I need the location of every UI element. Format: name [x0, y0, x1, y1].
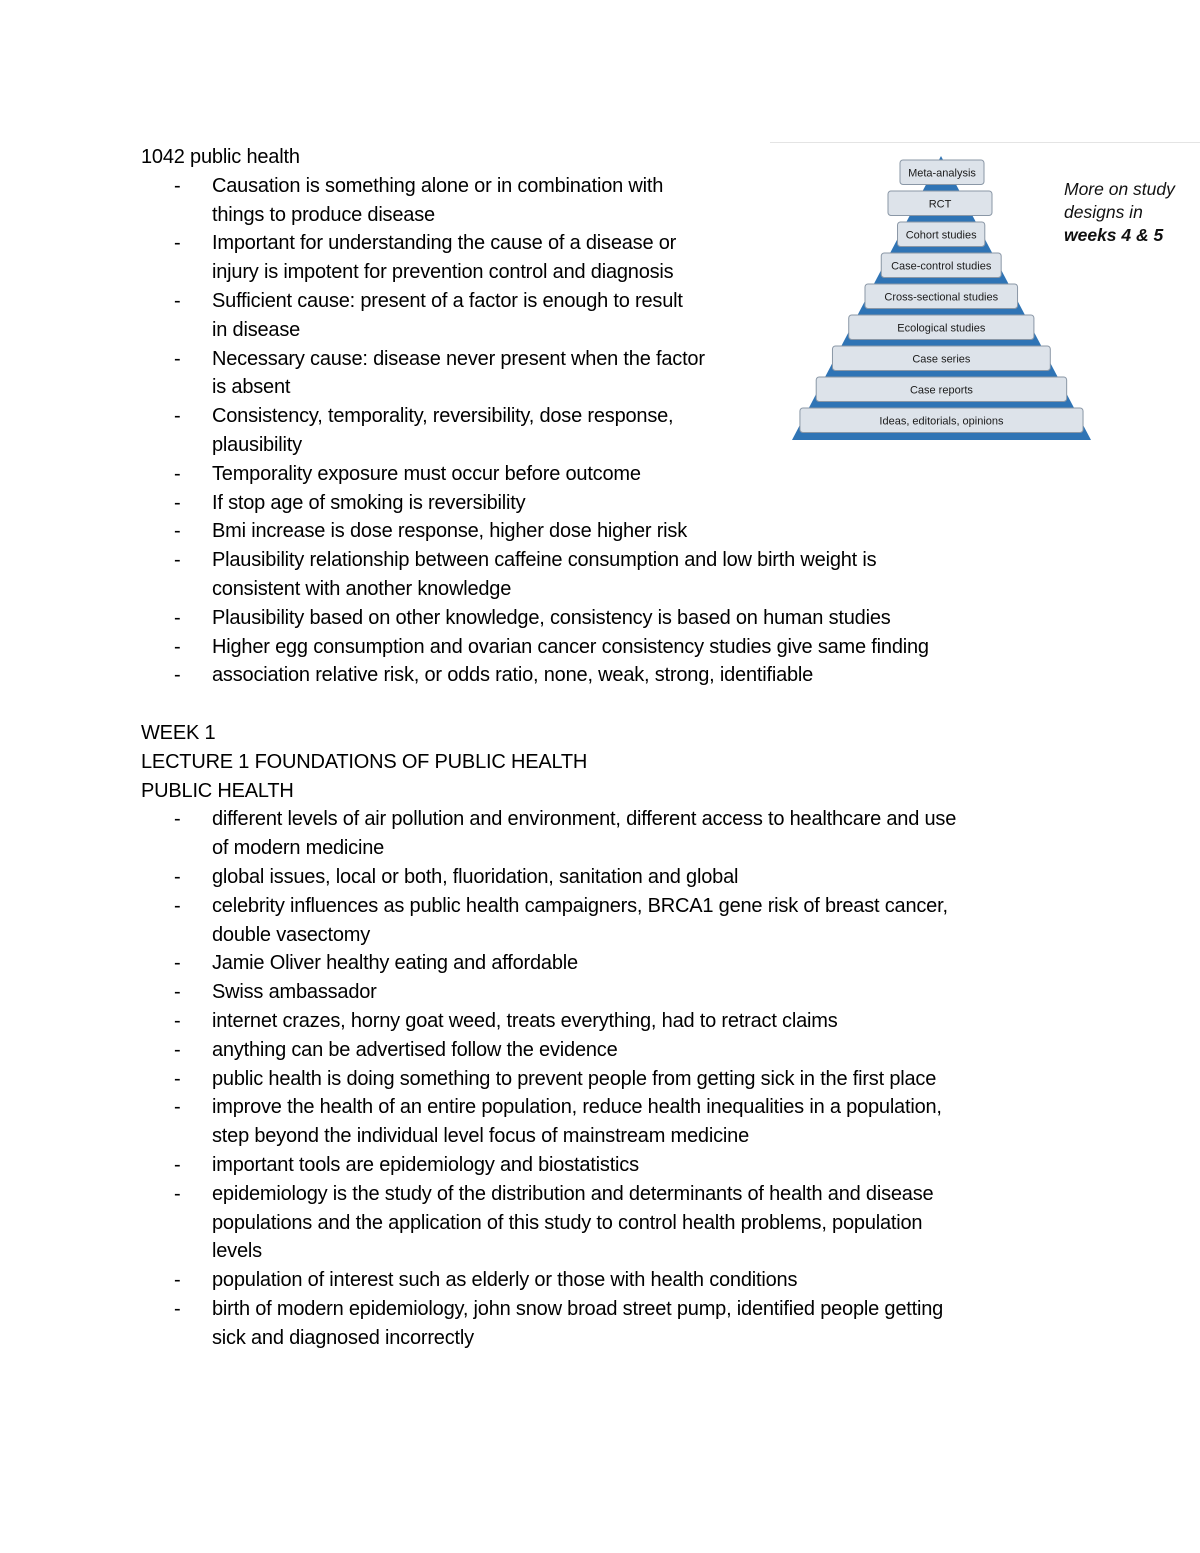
- week-heading: WEEK 1: [141, 722, 216, 744]
- bullet-dash: -: [174, 347, 181, 370]
- bullet-text: [212, 949, 578, 978]
- bullet-line: populations and the application of this study to control health problems, population: [212, 1211, 923, 1234]
- bullet-line: Plausibility based on other knowledge, consistency is based on human studies: [212, 606, 891, 629]
- bullet-text: [212, 287, 683, 345]
- bullet-line: Temporality exposure must occur before outcome: [212, 462, 641, 485]
- public-health-bullet-item: [174, 1295, 943, 1353]
- bullet-dash: -: [174, 1067, 181, 1090]
- bullet-line: levels: [212, 1240, 262, 1263]
- caption-line-1: More on study: [1064, 179, 1175, 199]
- public-health-bullet-item: [174, 949, 578, 978]
- public-health-bullet-item: [174, 892, 948, 950]
- public-health-bullet-item: [174, 1266, 797, 1295]
- bullet-line: Jamie Oliver healthy eating and affordable: [212, 952, 578, 975]
- bullet-line: population of interest such as elderly or those with health conditions: [212, 1269, 798, 1292]
- pyramid-tier-label: Case reports: [909, 384, 973, 397]
- bullet-text: [212, 633, 929, 662]
- causation-bullet-item: [174, 489, 525, 518]
- bullet-dash: -: [174, 952, 181, 975]
- study-design-pyramid-figure: [770, 138, 1200, 448]
- bullet-text: [212, 460, 641, 489]
- public-health-bullet-item: [174, 1007, 838, 1036]
- public-health-bullet-item: [174, 1036, 618, 1065]
- bullet-dash: -: [174, 1298, 181, 1320]
- pyramid-tier-label: Ideas, editorials, opinions: [879, 415, 1004, 428]
- pyramid-tier-label: Meta-analysis: [908, 167, 976, 180]
- bullet-dash: -: [174, 290, 181, 312]
- bullet-dash: -: [174, 635, 181, 658]
- pyramid-tier-label: RCT: [928, 198, 952, 211]
- figure-caption: [1064, 178, 1175, 247]
- causation-bullet-item: [174, 402, 673, 460]
- public-health-bullet-item: [174, 1151, 639, 1180]
- bullet-line: birth of modern epidemiology, john snow broad street pump, identified people getting: [212, 1298, 944, 1320]
- public-health-bullet-item: [174, 805, 956, 863]
- bullet-line: of modern medicine: [212, 837, 385, 860]
- pyramid-tier-label: Cohort studies: [905, 229, 977, 242]
- causation-bullet-item: [174, 287, 683, 345]
- bullet-dash: -: [174, 981, 181, 1004]
- bullet-line: global issues, local or both, fluoridation, sanitation and global: [212, 866, 739, 888]
- bullet-text: [212, 517, 687, 546]
- pyramid-tier-label: Case series: [912, 353, 971, 366]
- bullet-text: [212, 172, 663, 230]
- bullet-line: Necessary cause: disease never present when the factor: [212, 347, 705, 370]
- public-health-bullet-item: [174, 1065, 936, 1094]
- bullet-line: consistent with another knowledge: [212, 577, 512, 600]
- causation-bullet-item: [174, 633, 929, 662]
- bullet-line: sick and diagnosed incorrectly: [212, 1326, 474, 1349]
- bullet-dash: -: [174, 606, 181, 629]
- bullet-dash: -: [174, 174, 181, 197]
- bullet-text: [212, 892, 948, 950]
- caption-weeks: weeks 4 & 5: [1064, 225, 1164, 245]
- causation-bullet-item: [174, 546, 876, 604]
- bullet-line: Plausibility relationship between caffeine consumption and low birth weight is: [212, 549, 877, 572]
- bullet-line: double vasectomy: [212, 923, 371, 946]
- bullet-dash: -: [174, 462, 181, 485]
- bullet-text: [212, 805, 956, 863]
- caption-line-2: designs in: [1064, 202, 1143, 222]
- bullet-text: [212, 863, 738, 892]
- causation-bullet-item: [174, 172, 663, 230]
- bullet-text: [212, 1295, 943, 1353]
- evidence-pyramid: [770, 138, 1110, 448]
- bullet-line: celebrity influences as public health campaigners, BRCA1 gene risk of breast cancer,: [212, 894, 948, 917]
- bullet-line: public health is doing something to prevent people from getting sick in the first place: [212, 1067, 937, 1090]
- bullet-line: step beyond the individual level focus of mainstream medicine: [212, 1125, 749, 1148]
- public-health-bullet-item: [174, 1093, 942, 1151]
- bullet-line: important tools are epidemiology and biostatistics: [212, 1154, 639, 1176]
- bullet-line: Higher egg consumption and ovarian cancer consistency studies give same finding: [212, 635, 929, 658]
- bullet-line: injury is impotent for prevention control and diagnosis: [212, 261, 674, 284]
- public-health-bullet-item: [174, 863, 738, 892]
- bullet-dash: -: [174, 894, 181, 917]
- bullet-line: Consistency, temporality, reversibility, dose response,: [212, 405, 674, 428]
- bullet-text: [212, 978, 377, 1007]
- bullet-text: [212, 1266, 797, 1295]
- causation-bullet-item: [174, 229, 676, 287]
- bullet-text: [212, 546, 876, 604]
- lecture-heading: LECTURE 1 FOUNDATIONS OF PUBLIC HEALTH: [141, 750, 588, 773]
- causation-bullet-item: [174, 345, 705, 403]
- bullet-text: [212, 345, 705, 403]
- bullet-line: plausibility: [212, 433, 302, 456]
- causation-bullet-item: [174, 517, 687, 546]
- bullet-dash: -: [174, 1182, 181, 1205]
- bullet-dash: -: [174, 232, 181, 255]
- causation-bullet-item: [174, 460, 641, 489]
- bullet-text: [212, 1036, 618, 1065]
- bullet-line: epidemiology is the study of the distribution and determinants of health and disease: [212, 1182, 934, 1205]
- public-health-bullet-item: [174, 978, 377, 1007]
- bullet-text: [212, 1151, 639, 1180]
- bullet-dash: -: [174, 1269, 181, 1292]
- bullet-line: things to produce disease: [212, 203, 435, 226]
- bullet-line: Causation is something alone or in combination with: [212, 174, 664, 197]
- causation-bullet-item: [174, 661, 813, 690]
- bullet-text: [212, 402, 673, 460]
- bullet-dash: -: [174, 405, 181, 428]
- public-health-bullet-item: [174, 1180, 933, 1266]
- pyramid-tier-label: Ecological studies: [897, 322, 986, 335]
- pyramid-tier-label: Case-control studies: [891, 260, 992, 273]
- bullet-line: in disease: [212, 318, 301, 341]
- bullet-text: [212, 1007, 838, 1036]
- bullet-text: [212, 1180, 933, 1266]
- bullet-dash: -: [174, 520, 181, 543]
- bullet-line: Swiss ambassador: [212, 981, 377, 1004]
- bullet-text: [212, 604, 891, 633]
- bullet-dash: -: [174, 491, 181, 514]
- bullet-line: Bmi increase is dose response, higher dose higher risk: [212, 520, 688, 543]
- bullet-line: Sufficient cause: present of a factor is enough to result: [212, 290, 683, 312]
- bullet-dash: -: [174, 1010, 181, 1032]
- bullet-dash: -: [174, 1038, 181, 1061]
- bullet-line: anything can be advertised follow the evidence: [212, 1038, 618, 1061]
- bullet-text: [212, 661, 813, 690]
- bullet-dash: -: [174, 549, 181, 572]
- course-title: 1042 public health: [141, 146, 300, 168]
- bullet-line: If stop age of smoking is reversibility: [212, 491, 526, 514]
- bullet-text: [212, 229, 676, 287]
- bullet-line: Important for understanding the cause of a disease or: [212, 232, 677, 255]
- bullet-dash: -: [174, 1154, 181, 1176]
- bullet-dash: -: [174, 664, 181, 687]
- bullet-line: is absent: [212, 376, 291, 399]
- causation-bullet-item: [174, 604, 891, 633]
- public-health-heading: PUBLIC HEALTH: [141, 779, 294, 802]
- bullet-line: different levels of air pollution and environment, different access to healthcare and use: [212, 808, 957, 831]
- bullet-text: [212, 1093, 942, 1151]
- bullet-text: [212, 1065, 936, 1094]
- bullet-line: internet crazes, horny goat weed, treats everything, had to retract claims: [212, 1010, 838, 1032]
- bullet-dash: -: [174, 1096, 181, 1119]
- bullet-line: association relative risk, or odds ratio, none, weak, strong, identifiable: [212, 664, 814, 687]
- bullet-dash: -: [174, 866, 181, 888]
- bullet-line: improve the health of an entire population, reduce health inequalities in a population,: [212, 1096, 942, 1119]
- bullet-text: [212, 489, 525, 518]
- bullet-dash: -: [174, 808, 181, 831]
- pyramid-tier-label: Cross-sectional studies: [884, 291, 999, 304]
